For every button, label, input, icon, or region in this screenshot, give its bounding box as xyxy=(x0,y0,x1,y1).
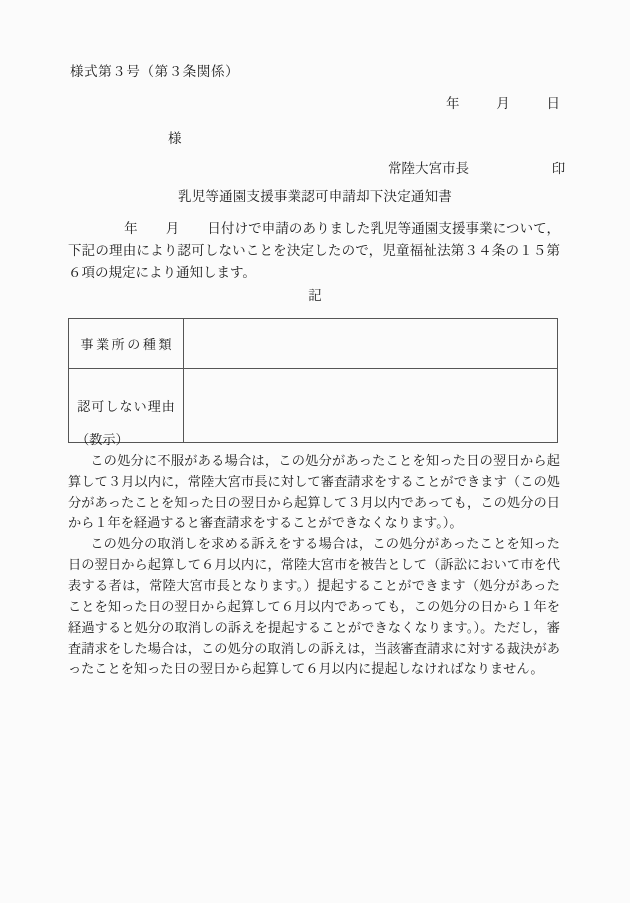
addressee-honorific: 様 xyxy=(168,131,182,146)
table-value-business-type[interactable] xyxy=(184,319,558,369)
instruction-text-litigation: この処分の取消しを求める訴えをする場合は，この処分があったことを知った日の翌日から起算して６月以内に，常陸大宮市を被告として（訴訟において市を代表する者は，常陸大宮市長となります。）提起することができます（処分があったことを知った日の翌日から起算して６月以内であっても，この処分の日から１年を経過すると処分の取消しの訴えを提起することができなくなります。）。ただし，審査請求をした場合は，この処分の取消しの訴えは，当該審査請求に対する裁決があったことを知った日の翌日から起算して６月以内に提起しなければなりません。 xyxy=(68,536,560,677)
table-label-business-type: 事業所の種類 xyxy=(69,319,184,369)
document-title: 乳児等通園支援事業認可申請却下決定通知書 xyxy=(178,189,452,204)
issue-date-line xyxy=(446,92,560,112)
date-day-label: 日 xyxy=(546,96,560,111)
seal-label: 印 xyxy=(551,161,566,176)
ki-marker: 記 xyxy=(308,288,322,303)
issuer-name: 常陸大宮市長 xyxy=(388,161,469,176)
addressee-line xyxy=(168,127,182,147)
date-month-label: 月 xyxy=(496,96,510,111)
date-year-label: 年 xyxy=(446,96,460,111)
body-date-month: 月 xyxy=(165,221,180,236)
issuer-line xyxy=(388,157,565,177)
body-date-year: 年 xyxy=(124,221,138,236)
body-paragraph xyxy=(68,218,560,284)
instruction-text-appeal: この処分に不服がある場合は，この処分があったことを知った日の翌日から起算して３月以内に，常陸大宮市長に対して審査請求をすることができます（この処分があったことを知った日の翌日から起算して３月以内であっても，この処分の日から１年を経過すると審査請求をすることができなくなります。）。 xyxy=(68,452,560,531)
instruction-paragraph-appeal xyxy=(68,451,560,534)
body-text: 日付けで申請のありました乳児等通園支援事業について，下記の理由により認可しないことを決定したので，児童福祉法第３４条の１５第６項の規定により通知します。 xyxy=(68,221,560,280)
form-number: 様式第３号（第３条関係） xyxy=(70,64,240,79)
table-row xyxy=(69,319,558,369)
table-label-rejection-reason: 認可しない理由 xyxy=(69,369,184,443)
instructions-heading: （教示） xyxy=(76,432,129,447)
entry-table xyxy=(68,318,558,443)
instruction-paragraph-litigation xyxy=(68,534,560,680)
instructions-section xyxy=(68,430,560,680)
